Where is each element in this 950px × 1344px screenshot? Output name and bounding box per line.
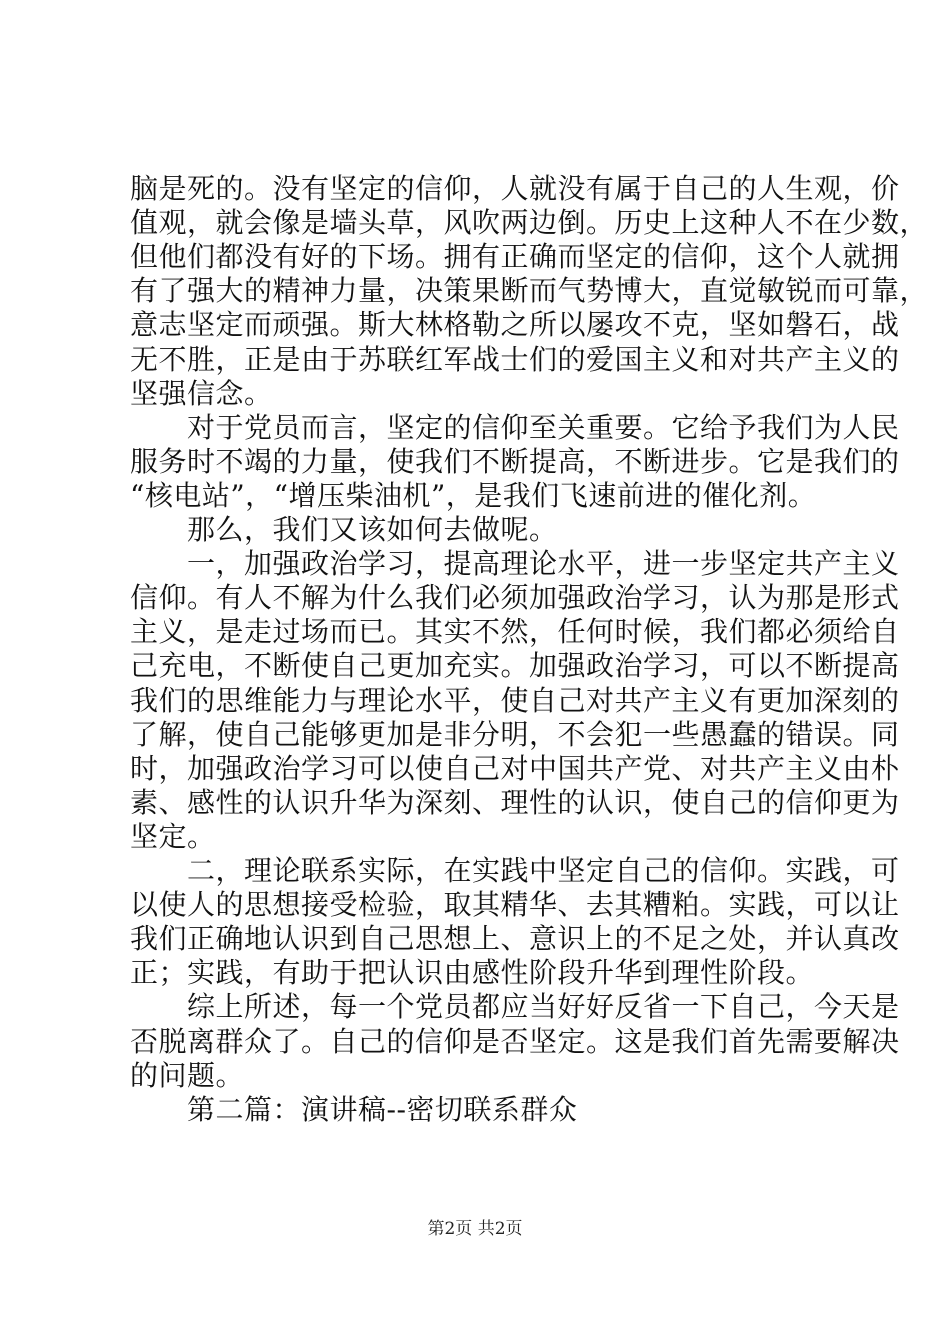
text-line: 服务时不竭的力量，使我们不断提高，不断进步。它是我们的: [130, 444, 900, 478]
text-line: 第二篇：演讲稿--密切联系群众: [130, 1092, 578, 1126]
text-line: 正；实践，有助于把认识由感性阶段升华到理性阶段。: [130, 956, 815, 990]
page-footer: 第2页 共2页: [427, 1219, 523, 1239]
text-line: 综上所述，每一个党员都应当好好反省一下自己，今天是: [130, 990, 900, 1024]
text-line: 我们正确地认识到自己思想上、意识上的不足之处，并认真改: [130, 922, 900, 956]
text-line: “核电站”，“增压柴油机”，是我们飞速前进的催化剂。: [130, 478, 817, 512]
text-line: 意志坚定而顽强。斯大林格勒之所以屡攻不克，坚如磐石，战: [130, 308, 900, 342]
text-line: 那么，我们又该如何去做呢。: [130, 513, 558, 546]
text-line: 脑是死的。没有坚定的信仰，人就没有属于自己的人生观，价: [130, 172, 900, 205]
text-line: 一，加强政治学习，提高理论水平，进一步坚定共产主义: [130, 547, 900, 581]
text-line: 以使人的思想接受检验，取其精华、去其糟粕。实践，可以让: [130, 888, 900, 922]
text-line: 信仰。有人不解为什么我们必须加强政治学习，认为那是形式: [130, 581, 900, 615]
text-line: 我们的思维能力与理论水平，使自己对共产主义有更加深刻的: [130, 683, 900, 717]
text-line: 但他们都没有好的下场。拥有正确而坚定的信仰，这个人就拥: [130, 240, 900, 274]
text-line: 有了强大的精神力量，决策果断而气势博大，直觉敏锐而可靠，: [130, 274, 929, 308]
text-line: 主义，是走过场而已。其实不然，任何时候，我们都必须给自: [130, 615, 900, 649]
text-line: 值观，就会像是墙头草，风吹两边倒。历史上这种人不在少数，: [130, 206, 929, 240]
text-line: 了解，使自己能够更加是非分明，不会犯一些愚蠢的错误。同: [130, 717, 900, 751]
text-line: 坚强信念。: [130, 376, 273, 410]
text-line: 无不胜，正是由于苏联红军战士们的爱国主义和对共产主义的: [130, 342, 900, 376]
text-line: 坚定。: [130, 819, 216, 853]
text-line: 的问题。: [130, 1058, 245, 1092]
text-line: 否脱离群众了。自己的信仰是否坚定。这是我们首先需要解决: [130, 1024, 900, 1058]
text-line: 对于党员而言，坚定的信仰至关重要。它给予我们为人民: [130, 410, 900, 444]
text-line: 己充电，不断使自己更加充实。加强政治学习，可以不断提高: [130, 649, 900, 683]
text-line: 二，理论联系实际，在实践中坚定自己的信仰。实践，可: [130, 854, 900, 887]
text-line: 素、感性的认识升华为深刻、理性的认识，使自己的信仰更为: [130, 785, 900, 819]
text-line: 时，加强政治学习可以使自己对中国共产党、对共产主义由朴: [130, 751, 900, 785]
